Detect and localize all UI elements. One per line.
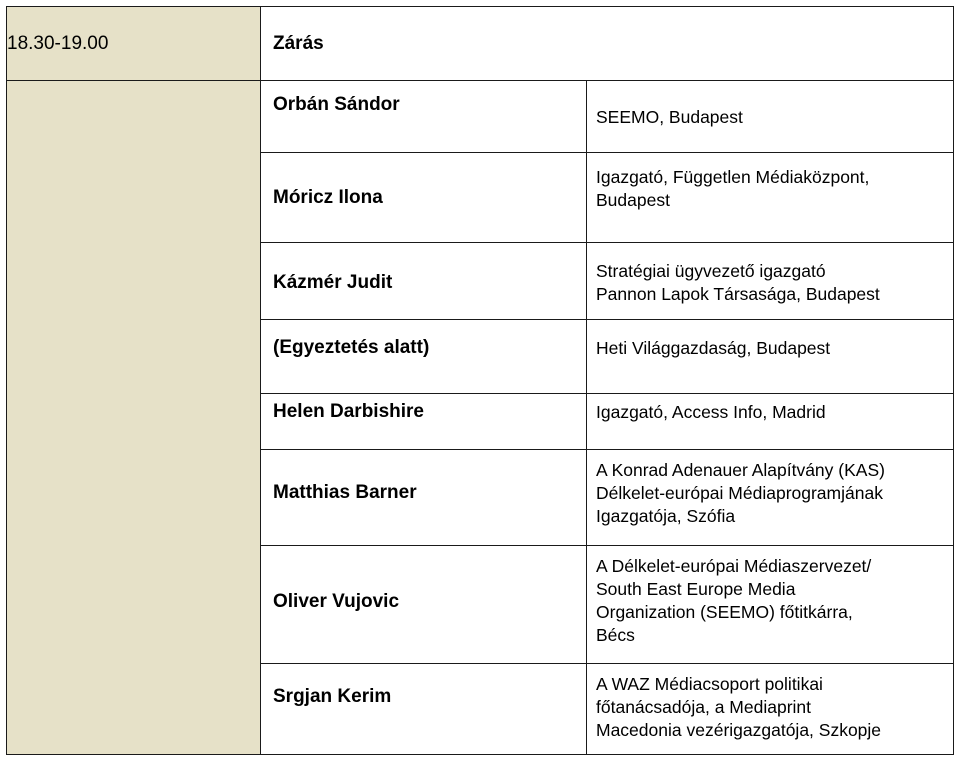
speaker-name: (Egyeztetés alatt) xyxy=(261,320,587,394)
speaker-name: Orbán Sándor xyxy=(261,81,587,153)
affiliation-line: Pannon Lapok Társasága, Budapest xyxy=(596,284,880,304)
affiliation-line: Stratégiai ügyvezető igazgató xyxy=(596,261,826,281)
affiliation-line: Macedonia vezérigazgatója, Szkopje xyxy=(596,720,882,740)
affiliation-line: Igazgató, Access Info, Madrid xyxy=(596,402,826,422)
speaker-name: Kázmér Judit xyxy=(261,243,587,320)
speaker-affiliation xyxy=(587,450,954,546)
speaker-name: Helen Darbishire xyxy=(261,394,587,450)
speaker-name: Móricz Ilona xyxy=(261,153,587,243)
agenda-table xyxy=(6,6,954,755)
affiliation-line: főtanácsadója, a Mediaprint xyxy=(596,697,811,717)
affiliation-line: SEEMO, Budapest xyxy=(596,107,743,127)
session-title: Zárás xyxy=(261,7,954,81)
speaker-affiliation xyxy=(587,153,954,243)
affiliation-line: A WAZ Médiacsoport politikai xyxy=(596,674,823,694)
affiliation-line: A Délkelet-európai Médiaszervezet/ xyxy=(596,556,872,576)
affiliation-line: Igazgató, Független Médiaközpont, xyxy=(596,167,870,187)
speaker-name: Srgjan Kerim xyxy=(261,664,587,755)
speaker-row xyxy=(7,81,954,153)
speaker-affiliation xyxy=(587,394,954,450)
affiliation-line: Heti Világgazdaság, Budapest xyxy=(596,338,831,358)
speaker-affiliation xyxy=(587,546,954,664)
affiliation-line: Budapest xyxy=(596,190,670,210)
affiliation-line: Bécs xyxy=(596,625,635,645)
speaker-affiliation xyxy=(587,81,954,153)
affiliation-line: Délkelet-európai Médiaprogramjának xyxy=(596,483,883,503)
speaker-name: Oliver Vujovic xyxy=(261,546,587,664)
speaker-affiliation xyxy=(587,664,954,755)
affiliation-line: Organization (SEEMO) főtitkárra, xyxy=(596,602,853,622)
session-time: 18.30-19.00 xyxy=(7,7,261,81)
affiliation-line: Igazgatója, Szófia xyxy=(596,506,736,526)
session-header-row xyxy=(7,7,954,81)
speaker-affiliation xyxy=(587,320,954,394)
speaker-name: Matthias Barner xyxy=(261,450,587,546)
speaker-affiliation xyxy=(587,243,954,320)
time-column-filler xyxy=(7,81,261,755)
affiliation-line: A Konrad Adenauer Alapítvány (KAS) xyxy=(596,460,885,480)
affiliation-line: South East Europe Media xyxy=(596,579,796,599)
